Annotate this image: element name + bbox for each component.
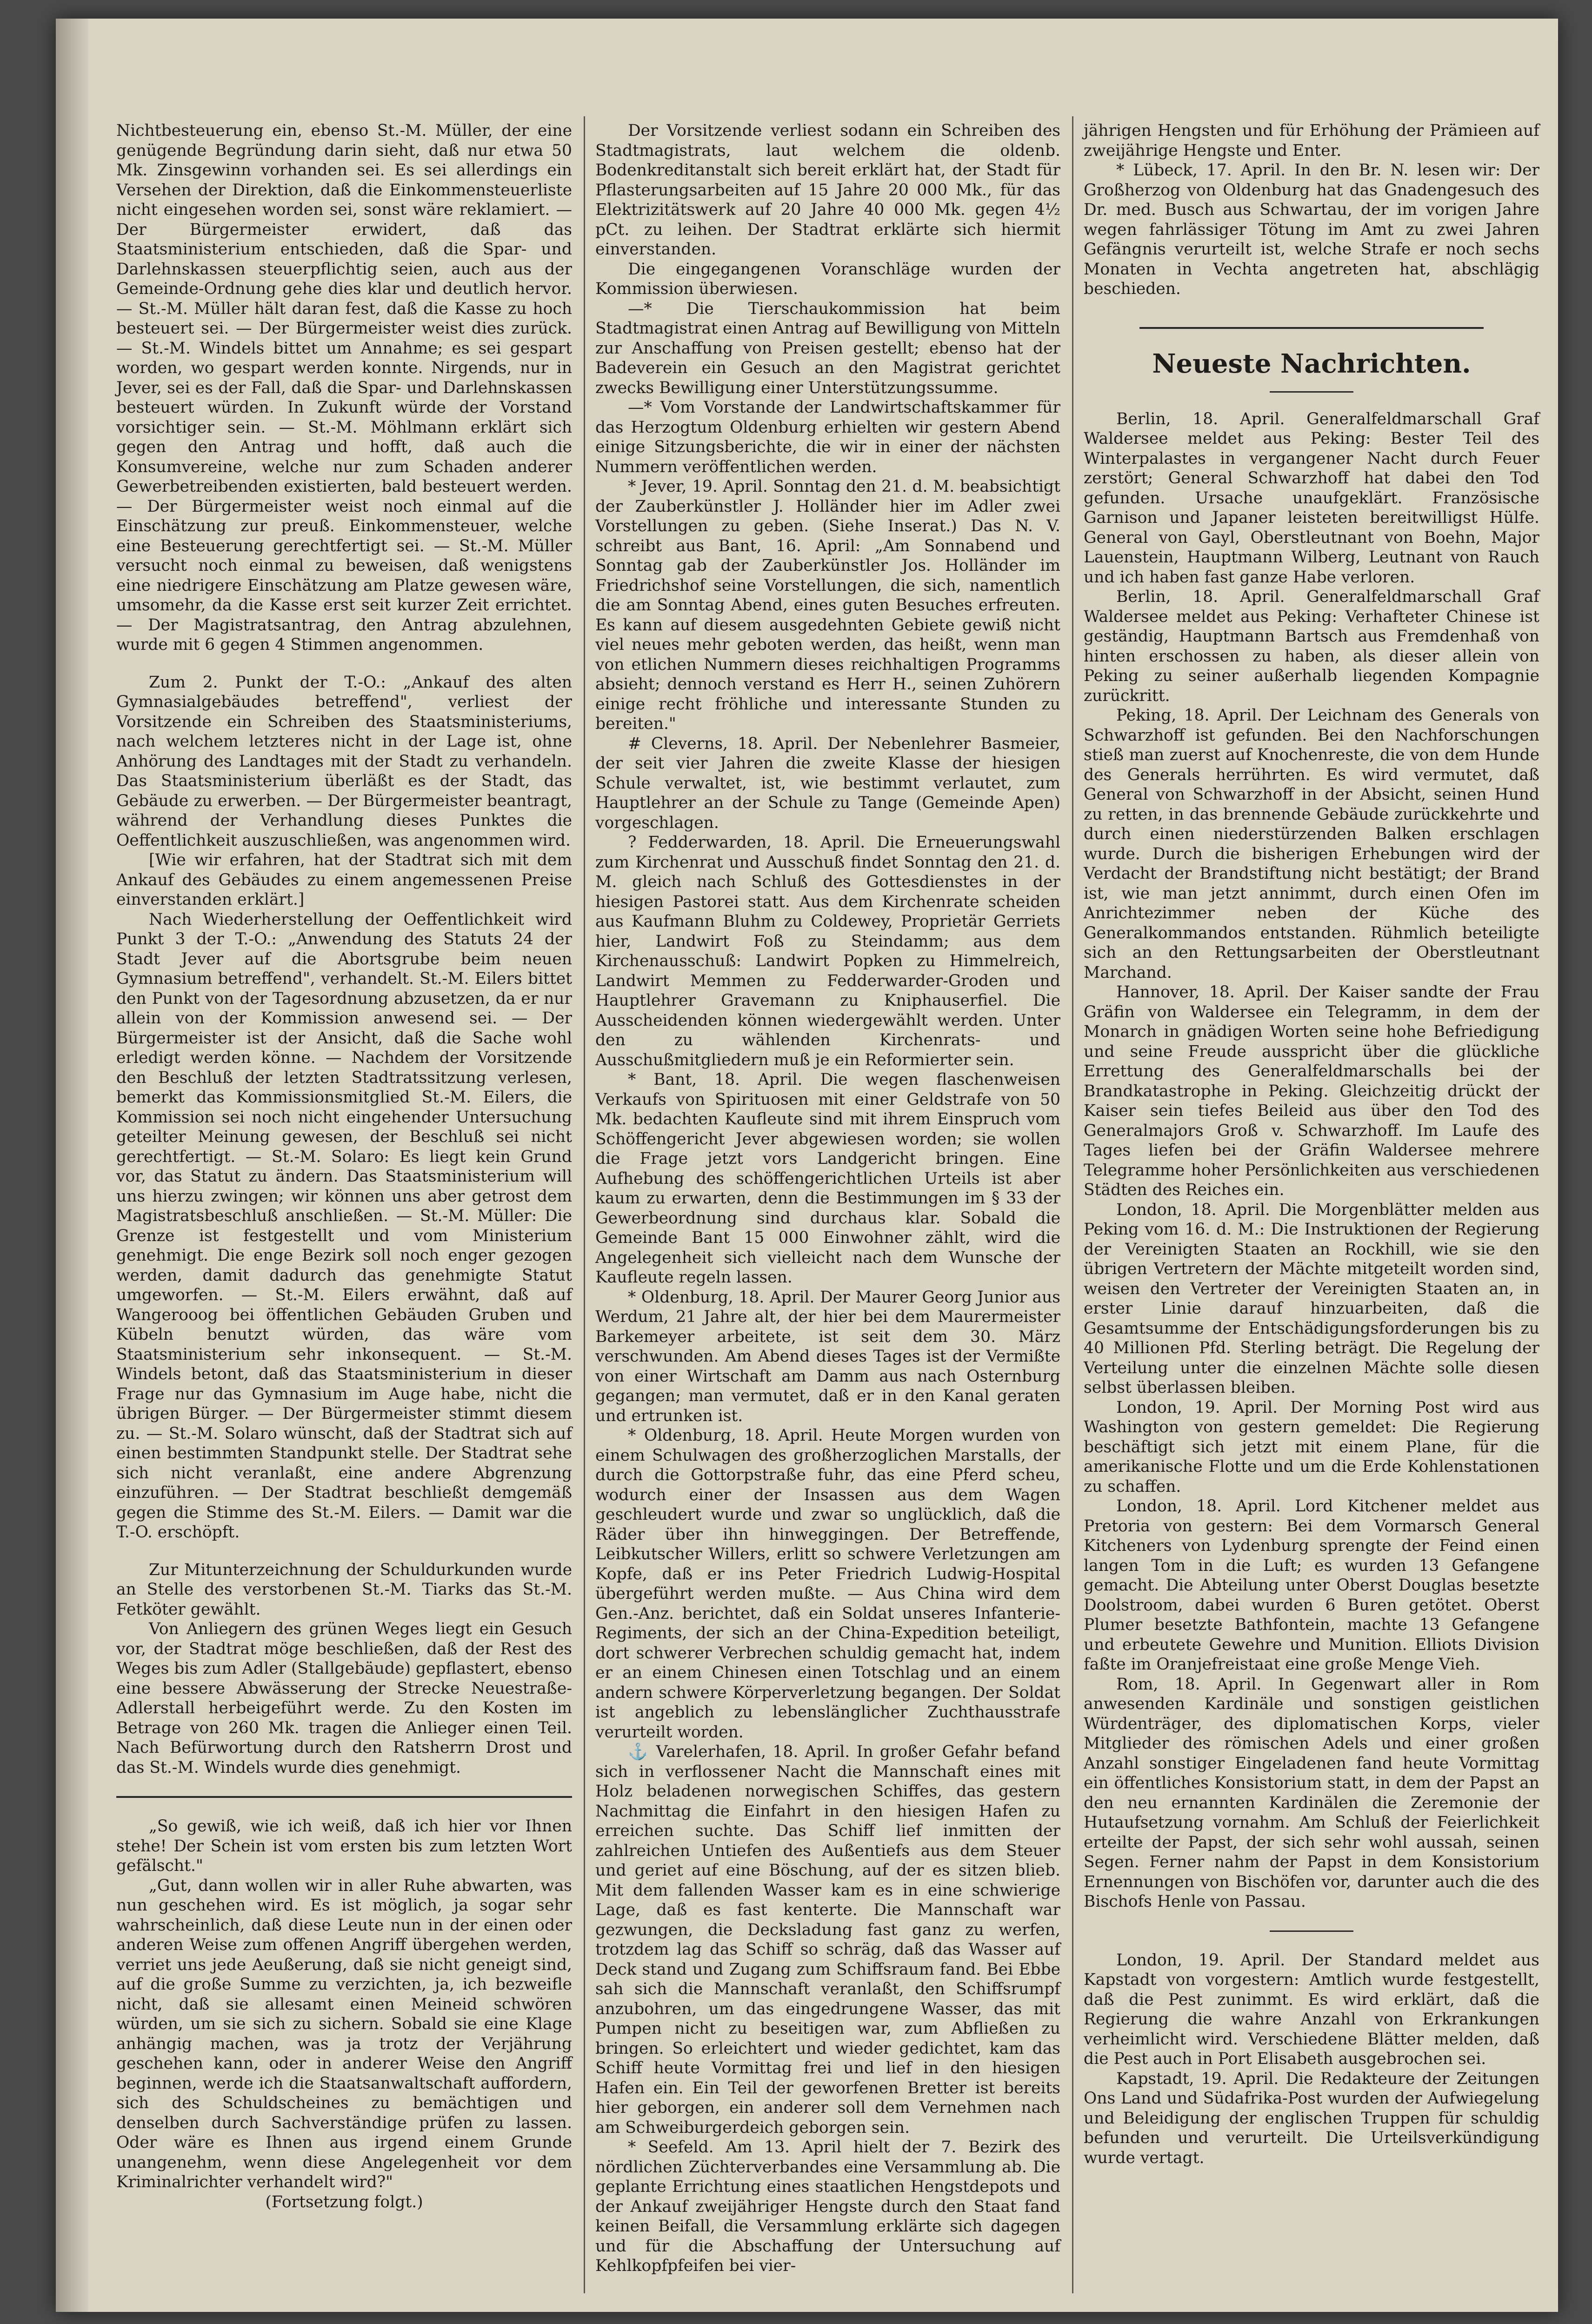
news-item: Berlin, 18. April. Generalfeldmarschall Graf Waldersee meldet aus Peking: Verhafteter Chinese ist geständig, Hauptmann Bartsch aus Fremdenhaß von hinten erschossen zu haben, als dieser allein von Peking zu seiner außerhalb liegenden Kompagnie zurückritt. (1084, 588, 1539, 705)
column-divider (1072, 116, 1073, 2293)
article-paragraph: * Bant, 18. April. Die wegen flaschenweisen Verkaufs von Spirituosen mit einer Geldstrafe von 50 Mk. bedachten Kaufleute sind mit ihrem Einspruch vom Schöffengericht Jever abgewiesen worden; sie wollen die Frage jetzt vors Landgericht bringen. Eine Aufhebung des schöffengerichtlichen Urteils ist aber kaum zu erwarten, denn die Bestimmungen im § 33 der Gewerbeordnung sind durchaus klar. Sobald die Gemeinde Bant 15 000 Einwohner zählt, wird die Angelegenheit sich vielleicht nach dem Wunsche der Kaufleute regeln lassen. (595, 1070, 1060, 1287)
article-paragraph: jährigen Hengsten und für Erhöhung der Prämieen auf zweijährige Hengste und Enter. (1084, 121, 1539, 160)
news-item: London, 18. April. Lord Kitchener meldet aus Pretoria von gestern: Bei dem Vormarsch General Kitcheners von Lydenburg sprengte der Feind einen langen Tom in die Luft; es wurden 13 Gefangene gemacht. Die Abteilung unter Oberst Douglas besetzte Doolstroom, dabei wurden 6 Buren getötet. Oberst Plumer besetzte Bathfontein, machte 13 Gefangene und erbeutete Gewehre und Munition. Elliots Division faßte im Oranjefreistaat eine große Menge Vieh. (1084, 1497, 1539, 1674)
news-item: Hannover, 18. April. Der Kaiser sandte der Frau Gräfin von Waldersee ein Telegramm, in dem der Monarch in gnädigen Worten seine hohe Befriedigung und seine Freude ausspricht über die glückliche Errettung des Generalfeldmarschalls bei der Brandkatastrophe in Peking. Gleichzeitig drückt der Kaiser sein tiefes Beileid aus über den Tod des Generalmajors Groß v. Schwarzhoff. Im Laufe des Tages liefen bei der Gräfin Waldersee mehrere Telegramme hoher Persönlichkeiten aus verschiedenen Städten des Reiches ein. (1084, 983, 1539, 1199)
article-paragraph: Von Anliegern des grünen Weges liegt ein Gesuch vor, der Stadtrat möge beschließen, daß der Rest des Weges bis zum Adler (Stallgebäude) gepflastert, ebenso eine bessere Abwässerung der Strecke Neuestraße-Adlerstall herbeigeführt werde. Zu den Kosten im Betrage von 260 Mk. tragen die Anlieger einen Teil. Nach Befürwortung durch den Ratsherrn Drost und das St.-M. Windels wurde dies genehmigt. (116, 1620, 572, 1777)
section-rule (116, 1796, 572, 1798)
article-paragraph: [Wie wir erfahren, hat der Stadtrat sich mit dem Ankauf des Gebäudes zu einem angemessenen Preise einverstanden erklärt.] (116, 851, 572, 909)
article-paragraph: ? Fedderwarden, 18. April. Die Erneuerungswahl zum Kirchenrat und Ausschuß findet Sonntag den 21. d. M. gleich nach Schluß des Gottesdienstes in der hiesigen Pastorei statt. Aus dem Kirchenrate scheiden aus Kaufmann Bluhm zu Coldewey, Proprietär Gerriets hier, Landwirt Foß zu Steindamm; aus dem Kirchenausschuß: Landwirt Popken zu Himmelreich, Landwirt Memmen zu Fedderwarder-Groden und Hauptlehrer Gravemann zu Kniphauserfiel. Die Ausscheidenden können wiedergewählt werden. Unter den zu wählenden Kirchenrats- und Ausschußmitgliedern muß je ein Reformierter sein. (595, 833, 1060, 1069)
article-paragraph: * Jever, 19. April. Sonntag den 21. d. M. beabsichtigt der Zauberkünstler J. Holländer hier im Adler zwei Vorstellungen zu geben. (Siehe Inserat.) Das N. V. schreibt aus Bant, 16. April: „Am Sonnabend und Sonntag gab der Zauberkünstler Jos. Holländer im Friedrichshof seine Vorstellungen, die sich, namentlich die am Sonntag Abend, eines guten Besuches erfreuten. Es kann auf diesem ausgedehnten Gebiete gewiß nicht viel neues mehr geboten werden, das heißt, wenn man von etlichen Nummern dieses reichhaltigen Programms absieht; dennoch verstand es Herr H., seinen Zuhörern einige recht fröhliche und interessante Stunden zu bereiten." (595, 477, 1060, 733)
section-rule (1139, 327, 1484, 329)
page-fold-shadow (56, 19, 88, 2312)
news-item: Kapstadt, 19. April. Die Redakteure der Zeitungen Ons Land und Südafrika-Post wurden der Aufwiegelung und Beleidigung der englischen Truppen für schuldig befunden und verurteilt. Die Urteilsverkündigung wurde vertagt. (1084, 2069, 1539, 2167)
news-item: London, 19. April. Der Morning Post wird aus Washington von gestern gemeldet: Die Regierung beschäftigt sich jetzt mit einem Plane, für die amerikanische Flotte und um die Erde Kohlenstationen zu schaffen. (1084, 1398, 1539, 1496)
article-paragraph: * Lübeck, 17. April. In den Br. N. lesen wir: Der Großherzog von Oldenburg hat das Gnadengesuch des Dr. med. Busch aus Schwartau, der im vorigen Jahre wegen fahrlässiger Tötung im Amt zu zwei Jahren Gefängnis verurteilt ist, welche Strafe er noch sechs Monaten in Vechta angetreten hat, abschlägig beschieden. (1084, 161, 1539, 298)
newspaper-page (56, 19, 1558, 2312)
article-paragraph: * Oldenburg, 18. April. Heute Morgen wurden von einem Schulwagen des großherzoglichen Marstalls, der durch die Gottorpstraße fuhr, das eine Pferd scheu, wodurch einer der Insassen aus dem Wagen geschleudert wurde und zwar so unglücklich, daß die Räder über ihn hinweggingen. Der Betreffende, Leibkutscher Willers, erlitt so schwere Verletzungen am Kopfe, daß er ins Peter Friedrich Ludwig-Hospital übergeführt werden mußte. — Aus China wird dem Gen.-Anz. berichtet, daß ein Soldat unseres Infanterie-Regiments, der sich an der China-Expedition beteiligt, dort schwerer Verbrechen schuldig gemacht hat, indem er an einem Chinesen einen Totschlag und an einem andern schwere Körperverletzung begangen. Der Soldat ist angeblich zu lebenslänglicher Zuchthausstrafe verurteilt worden. (595, 1426, 1060, 1742)
article-paragraph: —* Vom Vorstande der Landwirtschaftskammer für das Herzogtum Oldenburg erhielten wir gestern Abend einige Sitzungsberichte, die wir in einer der nächsten Nummern veröffentlichen werden. (595, 398, 1060, 476)
continuation-note: (Fortsetzung folgt.) (265, 2192, 423, 2211)
section-heading: Neueste Nachrichten. (1152, 348, 1471, 379)
article-paragraph: Nichtbesteuerung ein, ebenso St.-M. Müller, der eine genügende Begründung darin sieht, daß nur etwa 50 Mk. Zinsgewinn vorhanden sei. Es sei allerdings ein Versehen der Direktion, daß die Einkommensteuerliste nicht eingesehen worden sei, sonst wäre reklamiert. — Der Bürgermeister erwidert, daß das Staatsministerium entschieden, daß die Spar- und Darlehnskassen steuerpflichtig seien, auch aus der Gemeinde-Ordnung gehe dies klar und deutlich hervor. — St.-M. Müller hält daran fest, daß die Kasse zu hoch besteuert sei. — Der Bürgermeister weist dies zurück. — St.-M. Windels bittet um Annahme; es sei gespart worden, wo gespart werden konnte. Nirgends, nur in Jever, sei es der Fall, daß die Spar- und Darlehnskassen besteuert würden. In Zukunft würde der Vorstand vorsichtiger sein. — St.-M. Möhlmann erklärt sich gegen den Antrag und hofft, daß auch die Konsumvereine, welche nur zum Schaden anderer Gewerbetreibenden existierten, bald besteuert werden. — Der Bürgermeister weist noch einmal auf die Einschätzung zur preuß. Einkommensteuer, welche eine Besteuerung gerechtfertigt sei. — St.-M. Müller versucht noch einmal zu beweisen, daß wenigstens eine niedrigere Einschätzung am Platze gewesen wäre, umsomehr, da die Kasse erst seit kurzer Zeit errichtet. — Der Magistratsantrag, den Antrag abzulehnen, wurde mit 6 gegen 4 Stimmen angenommen. (116, 121, 572, 654)
column-3 (1084, 121, 1539, 2168)
article-paragraph: Zur Mitunterzeichnung der Schuldurkunden wurde an Stelle des verstorbenen St.-M. Tiarks das St.-M. Fetköter gewählt. (116, 1560, 572, 1619)
news-item: Peking, 18. April. Der Leichnam des Generals von Schwarzhoff ist gefunden. Bei den Nachforschungen stieß man zuerst auf Knochenreste, die von dem Hunde des Generals herrührten. Es wird vermutet, daß General von Schwarzhoff in der Absicht, seinen Hund zu retten, in das brennende Gebäude zurückkehrte und durch einen niederstürzenden Balken erschlagen wurde. Durch die bisherigen Erhebungen wird der Verdacht der Brandstiftung nicht bestätigt; der Brand ist, wie man jetzt annimmt, durch einen Ofen im Anrichtezimmer neben der Küche des Generalkommandos entstanden. Rühmlich beteiligte sich an den Rettungsarbeiten der Oberstleutnant Marchand. (1084, 706, 1539, 982)
news-item: London, 18. April. Die Morgenblätter melden aus Peking vom 16. d. M.: Die Instruktionen der Regierung der Vereinigten Staaten an Rockhill, wie sie den übrigen Vertretern der Mächte mitgeteilt worden sind, weisen den Vertreter der Vereinigten Staaten an, in erster Linie darauf hinzuarbeiten, daß die Gesamtsumme der Entschädigungsforderungen bis zu 40 Millionen Pfd. Sterling beträgt. Die Regelung der Verteilung unter die einzelnen Mächte solle diesen selbst überlassen bleiben. (1084, 1200, 1539, 1397)
news-item: London, 19. April. Der Standard meldet aus Kapstadt von vorgestern: Amtlich wurde festgestellt, daß die Pest zunimmt. Es wird erklärt, daß die Regierung die wahre Anzahl von Erkrankungen verheimlicht wird. Verschiedene Blätter melden, daß die Pest auch in Port Elisabeth ausgebrochen sei. (1084, 1950, 1539, 2068)
article-paragraph: * Seefeld. Am 13. April hielt der 7. Bezirk des nördlichen Züchterverbandes eine Versammlung ab. Die geplante Errichtung eines staatlichen Hengstdepots und der Ankauf zweijähriger Hengste durch den Staat fand keinen Beifall, die Versammlung erklärte sich dagegen und für die Abschaffung der Untersuchung auf Kehlkopfpfeifen bei vier- (595, 2138, 1060, 2275)
heading-rule (1270, 391, 1353, 393)
article-paragraph: * Oldenburg, 18. April. Der Maurer Georg Junior aus Werdum, 21 Jahre alt, der hier bei dem Maurermeister Barkemeyer arbeitete, ist seit dem 30. März verschwunden. Am Abend dieses Tages ist der Vermißte von einer Wirtschaft am Damm aus nach Osternburg gegangen; man vermutet, daß er in den Kanal geraten und ertrunken ist. (595, 1288, 1060, 1425)
news-item: Rom, 18. April. In Gegenwart aller in Rom anwesenden Kardinäle und sonstigen geistlichen Würdenträger, des diplomatischen Korps, vieler Mitglieder des römischen Adels und einer großen Anzahl sonstiger Eingeladenen fand heute Vormittag ein öffentliches Konsistorium statt, in dem der Papst an den neu ernannten Kardinälen die Zeremonie der Hutaufsetzung vornahm. Am Schluß der Feierlichkeit erteilte der Papst, der sich sehr wohl aussah, seinen Segen. Ferner nahm der Papst in dem Konsistorium Ernennungen von Bischöfen vor, darunter auch die des Bischofs Henle von Passau. (1084, 1675, 1539, 1911)
column-2 (595, 121, 1060, 2276)
article-paragraph: Die eingegangenen Voranschläge wurden der Kommission überwiesen. (595, 260, 1060, 298)
article-paragraph: ⚓ Varelerhafen, 18. April. In großer Gefahr befand sich in verflossener Nacht die Mannschaft eines mit Holz beladenen norwegischen Schiffes, das gestern Nachmittag die Einfahrt in den hiesigen Hafen zu erreichen suchte. Das Schiff lief inmitten der zahlreichen Untiefen des Außentiefs aus dem Steuer und geriet auf eine Böschung, auf der es sitzen blieb. Mit dem fallenden Wasser kam es in eine schwierige Lage, daß es fast kenterte. Die Mannschaft war gezwungen, die Decksladung fast ganz zu werfen, trotzdem lag das Schiff so schräg, daß das Wasser auf Deck stand und Zugang zum Schiffsraum fand. Bei Ebbe sah sich die Mannschaft veranlaßt, den Schiffsrumpf anzubohren, um das eingedrungene Wasser, das mit Pumpen nicht zu beseitigen war, zum Abfließen zu bringen. So erleichtert und wieder gedichtet, kam das Schiff heute Vormittag frei und lief in den hiesigen Hafen ein. Ein Teil der geworfenen Bretter ist bereits hier geborgen, ein anderer soll dem Vernehmen nach am Schweiburgerdeich geborgen sein. (595, 1743, 1060, 2137)
feuilleton-paragraph: „Gut, dann wollen wir in aller Ruhe abwarten, was nun geschehen wird. Es ist möglich, ja sogar sehr wahrscheinlich, daß diese Leute nun in der einen oder anderen Weise zum offenen Angriff übergehen werden, verriet uns jede Aeußerung, daß sie nicht geneigt sind, auf die große Summe zu verzichten, ja, ich bezweifle nicht, daß sie allesamt einen Meineid schwören würden, um sie sich zu sichern. Sobald sie eine Klage anhängig machen, was ja trotz der Verjährung geschehen kann, oder in anderer Weise den Angriff beginnen, werde ich die Staatsanwaltschaft auffordern, sich des Schuldscheines zu bemächtigen und denselben durch Sachverständige prüfen zu lassen. Oder wäre es Ihnen aus irgend einem Grunde unangenehm, wenn diese Angelegenheit vor dem Kriminalrichter verhandelt wird?" (116, 1876, 572, 2191)
feuilleton-paragraph: „So gewiß, wie ich weiß, daß ich hier vor Ihnen stehe! Der Schein ist vom ersten bis zum letzten Wort gefälscht." (116, 1817, 572, 1875)
article-paragraph: Der Vorsitzende verliest sodann ein Schreiben des Stadtmagistrats, laut welchem die oldenb. Bodenkreditanstalt sich bereit erklärt hat, der Stadt für Pflasterungsarbeiten auf 15 Jahre 20 000 Mk., für das Elektrizitätswerk auf 20 Jahre 40 000 Mk. gegen 4½ pCt. zu leihen. Der Stadtrat erklärte sich hiermit einverstanden. (595, 121, 1060, 259)
column-1 (116, 121, 572, 2212)
article-paragraph: Nach Wiederherstellung der Oeffentlichkeit wird Punkt 3 der T.-O.: „Anwendung des Statuts 24 der Stadt Jever auf die Abortsgrube beim neuen Gymnasium betreffend", verhandelt. St.-M. Eilers bittet den Punkt von der Tagesordnung abzusetzen, da er nur allein von der Kommission anwesend sei. — Der Bürgermeister ist der Ansicht, daß die Sache wohl erledigt werden könne. — Nachdem der Vorsitzende den Beschluß der letzten Stadtratssitzung verlesen, bemerkt das Kommissionsmitglied St.-M. Eilers, die Kommission sei noch nicht eingehender Untersuchung geteilter Meinung gewesen, der Beschluß sei nicht gerechtfertigt. — St.-M. Solaro: Es liegt kein Grund vor, das Statut zu ändern. Das Staatsministerium will uns hierzu zwingen; wir können uns aber getrost dem Magistratsbeschluß anschließen. — St.-M. Müller: Die Grenze ist festgestellt und vom Ministerium genehmigt. Die enge Bezirk soll noch enger gezogen werden, damit dadurch das genehmigte Statut umgeworfen. — St.-M. Eilers erwähnt, daß auf Wangerooog bei öffentlichen Gebäuden Gruben und Kübeln benutzt würden, das wäre vom Staatsministerium sehr inkonsequent. — St.-M. Windels betont, daß das Staatsministerium in dieser Frage nur das Gymnasium im Auge habe, nicht die übrigen Bürger. — Der Bürgermeister stimmt diesem zu. — St.-M. Solaro wünscht, daß der Stadtrat sich auf einen bestimmten Standpunkt stelle. Der Stadtrat sehe sich nicht veranlaßt, eine andere Abgrenzung einzuführen. — Der Stadtrat beschließt demgemäß gegen die Stimme des St.-M. Eilers. — Damit war die T.-O. erschöpft. (116, 910, 572, 1542)
article-paragraph: # Cleverns, 18. April. Der Nebenlehrer Basmeier, der seit vier Jahren die zweite Klasse der hiesigen Schule verwaltet, ist, wie bestimmt verlautet, zum Hauptlehrer an der Schule zu Tange (Gemeinde Apen) vorgeschlagen. (595, 734, 1060, 832)
article-paragraph: Zum 2. Punkt der T.-O.: „Ankauf des alten Gymnasialgebäudes betreffend", verliest der Vorsitzende ein Schreiben des Staatsministeriums, nach welchem letzteres nicht in der Lage ist, ohne Anhörung des Landtages mit der Stadt zu verhandeln. Das Staatsministerium überläßt es der Stadt, das Gebäude zu erwerben. — Der Bürgermeister beantragt, während der Verhandlung dieses Punktes die Oeffentlichkeit auszuschließen, was angenommen wird. (116, 673, 572, 850)
article-paragraph: —* Die Tierschaukommission hat beim Stadtmagistrat einen Antrag auf Bewilligung von Mitteln zur Anschaffung von Preisen gestellt; ebenso hat der Badeverein ein Gesuch an den Magistrat gerichtet zwecks Bewilligung einer Unterstützungssumme. (595, 299, 1060, 397)
separator-rule (1270, 1930, 1353, 1932)
column-divider (584, 116, 585, 2293)
news-item: Berlin, 18. April. Generalfeldmarschall Graf Waldersee meldet aus Peking: Bester Teil des Winterpalastes in vergangener Nacht durch Feuer zerstört; General Schwarzhoff hat dabei den Tod gefunden. Ursache unaufgeklärt. Französische Garnison und Japaner leisteten bereitwilligst Hülfe. General von Gayl, Oberstleutnant von Boehn, Major Lauenstein, Hauptmann Wilberg, Leutnant von Rauch und ich haben fast ganze Habe verloren. (1084, 409, 1539, 587)
